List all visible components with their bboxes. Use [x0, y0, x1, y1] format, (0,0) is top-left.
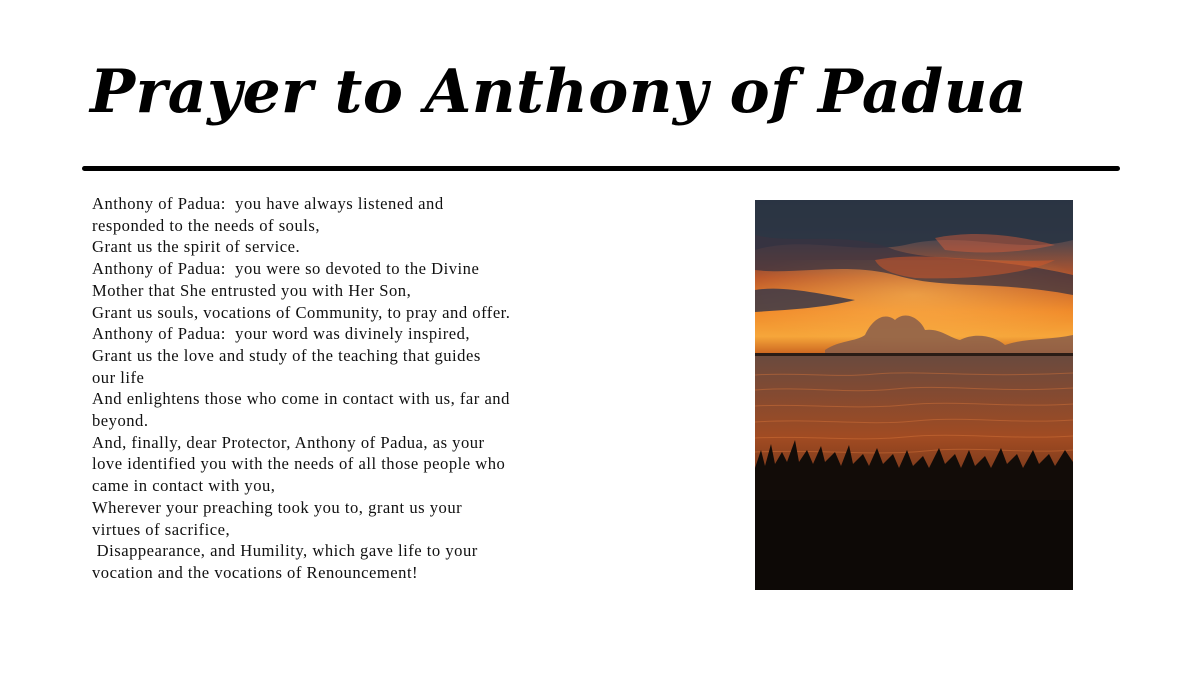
- prayer-line: Grant us the love and study of the teaching that guides: [92, 345, 481, 365]
- prayer-line: Grant us the spirit of service.: [92, 237, 301, 257]
- prayer-line: vocation and the vocations of Renouncement!: [92, 562, 419, 582]
- sunset-photo: [755, 200, 1073, 590]
- prayer-line: Grant us souls, vocations of Community, to pray and offer.: [92, 302, 511, 322]
- prayer-line: Mother that She entrusted you with Her Son,: [92, 280, 412, 300]
- prayer-line: virtues of sacrifice,: [92, 519, 231, 539]
- prayer-line: And enlightens those who come in contact with us, far and: [92, 389, 510, 409]
- prayer-line: love identified you with the needs of all those people who: [92, 454, 506, 474]
- prayer-line: responded to the needs of souls,: [92, 215, 320, 235]
- prayer-text: [92, 193, 592, 584]
- prayer-line: came in contact with you,: [92, 476, 276, 496]
- prayer-line: And, finally, dear Protector, Anthony of Padua, as your: [92, 432, 485, 452]
- prayer-line: Disappearance, and Humility, which gave life to your: [92, 541, 478, 561]
- prayer-line: beyond.: [92, 411, 149, 431]
- prayer-line: Anthony of Padua: your word was divinely inspired,: [92, 324, 471, 344]
- prayer-line: our life: [92, 367, 145, 387]
- slide-title: Prayer to Anthony of Padua: [90, 57, 1028, 127]
- prayer-line: Anthony of Padua: you were so devoted to the Divine: [92, 259, 480, 279]
- prayer-line: Wherever your preaching took you to, grant us your: [92, 497, 463, 517]
- prayer-line: Anthony of Padua: you have always listened and: [92, 194, 444, 213]
- sunset-image: [755, 200, 1073, 590]
- title-divider: [82, 166, 1120, 171]
